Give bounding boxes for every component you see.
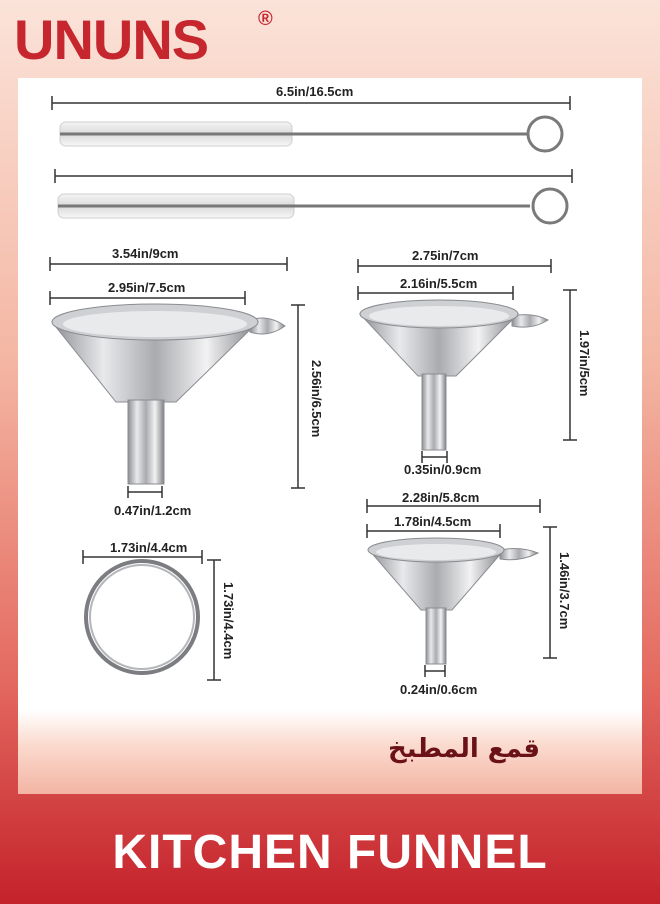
medium-funnel-inner-width-label: 2.16in/5.5cm: [400, 276, 478, 291]
brush-length-label: 6.5in/16.5cm: [276, 84, 354, 99]
large-funnel-spout-label: 0.47in/1.2cm: [114, 503, 192, 518]
large-funnel-height-label: 2.56in/6.5cm: [309, 360, 324, 438]
medium-funnel-outer-width-label: 2.75in/7cm: [412, 248, 479, 263]
large-funnel: [52, 304, 285, 484]
medium-funnel-spout-label: 0.35in/0.9cm: [404, 462, 482, 477]
small-funnel-inner-width-label: 1.78in/4.5cm: [394, 514, 472, 529]
ring-height-label: 1.73in/4.4cm: [221, 582, 236, 660]
small-funnel-spout-label: 0.24in/0.6cm: [400, 682, 478, 697]
medium-funnel: [360, 300, 548, 450]
small-funnel-outer-width-label: 2.28in/5.8cm: [402, 490, 480, 505]
brand-logo: UNUNS: [14, 8, 209, 71]
cleaning-brush-2: [58, 189, 567, 223]
key-ring: [86, 561, 198, 673]
large-funnel-outer-width-label: 3.54in/9cm: [112, 246, 179, 261]
registered-mark: ®: [258, 8, 273, 30]
medium-funnel-height-label: 1.97in/5cm: [577, 330, 592, 397]
small-funnel-height-label: 1.46in/3.7cm: [557, 552, 572, 630]
footer-title: KITCHEN FUNNEL: [112, 826, 548, 879]
large-funnel-inner-width-label: 2.95in/7.5cm: [108, 280, 186, 295]
small-funnel: [368, 538, 538, 664]
ring-width-label: 1.73in/4.4cm: [110, 540, 188, 555]
cleaning-brush-1: [60, 117, 562, 151]
arabic-caption: قمع المطبخ: [387, 734, 541, 764]
